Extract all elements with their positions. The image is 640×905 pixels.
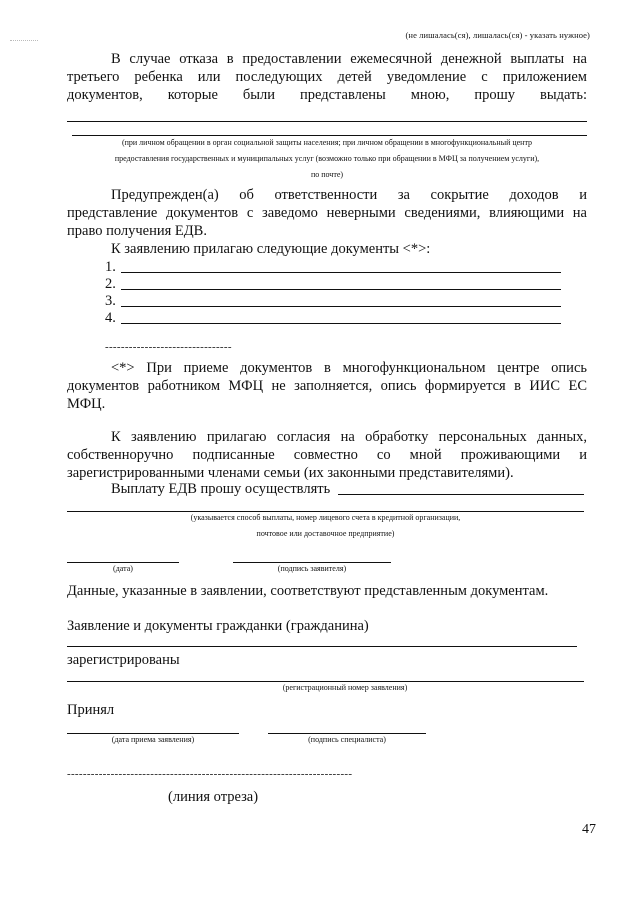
applicant-signature-caption: (подпись заявителя)	[277, 564, 347, 573]
footnote-separator: --------------------------------	[105, 341, 232, 353]
attach-item-2-label: 2.	[105, 276, 116, 292]
payment-note-line-2: почтовое или доставочное предприятие)	[256, 529, 395, 538]
warning-line-3: право получения ЕДВ.	[67, 223, 207, 239]
attach-item-3-field[interactable]	[121, 306, 561, 307]
consent-line-1: К заявлению прилагаю согласия на обработку персональных данных,	[111, 429, 587, 445]
consent-paragraph	[67, 428, 587, 482]
cut-line-label: (линия отреза)	[168, 789, 259, 805]
refusal-line-2: третьего ребенка или последующих детей уведомление с приложением	[67, 69, 587, 85]
attach-item-3-label: 3.	[105, 293, 116, 309]
refusal-line-1: В случае отказа в предоставлении ежемесячной денежной выплаты на	[111, 51, 587, 67]
date-caption: (дата)	[113, 564, 133, 573]
attach-item-1-field[interactable]	[121, 272, 561, 273]
registered-label: зарегистрированы	[67, 652, 180, 668]
refusal-note-line-1: (при личном обращении в орган социальной защиты населения; при личном обращении в многофункциональный центр	[121, 138, 533, 147]
citizen-name-field[interactable]	[67, 646, 577, 647]
refusal-blank-line[interactable]	[67, 121, 587, 122]
attach-item-4-field[interactable]	[121, 323, 561, 324]
refusal-note	[64, 137, 590, 180]
footnote-line-2: документов работником МФЦ не заполняется, опись формируется в ИИС ЕС	[67, 378, 587, 394]
data-match-statement: Данные, указанные в заявлении, соответствуют представленным документам.	[67, 583, 549, 599]
warning-paragraph	[67, 186, 587, 240]
payment-note-line-1: (указывается способ выплаты, номер лицевого счета в кредитной организации,	[190, 513, 461, 522]
refusal-note-line-2: предоставления государственных и муниципальных услуг (возможно только при обращении в МФЦ за получением услуги),	[114, 154, 540, 163]
refusal-blank-line-2[interactable]	[72, 135, 587, 136]
specialist-signature-caption: (подпись специалиста)	[308, 735, 386, 744]
registration-number-caption: (регистрационный номер заявления)	[282, 683, 408, 692]
accepted-label: Принял	[67, 702, 115, 718]
refusal-line-3: документов, которые были представлены мною, прошу выдать:	[67, 87, 587, 103]
attach-item-1-label: 1.	[105, 259, 116, 275]
refusal-note-line-3: по почте)	[310, 170, 344, 179]
accept-date-caption: (дата приема заявления)	[111, 735, 195, 744]
payment-note	[67, 512, 584, 539]
top-note: (не лишалась(ся), лишалась(ся) - указать нужное)	[405, 30, 590, 40]
footnote-paragraph	[67, 359, 587, 413]
payment-label: Выплату ЕДВ прошу осуществлять	[111, 481, 331, 497]
attach-item-2-field[interactable]	[121, 289, 561, 290]
warning-line-1: Предупрежден(а) об ответственности за сокрытие доходов и	[111, 187, 587, 203]
footnote-line-1: <*> При приеме документов в многофункциональном центре опись	[111, 360, 587, 376]
page-number: 47	[582, 822, 596, 837]
warning-line-2: представление документов с заведомо неверными сведениями, влияющими на	[67, 205, 587, 221]
refusal-paragraph	[67, 50, 587, 104]
attach-intro: К заявлению прилагаю следующие документы <*>:	[111, 241, 431, 257]
attach-item-4-label: 4.	[105, 310, 116, 326]
consent-line-2: собственноручно подписанные совместно со мной проживающими и	[67, 447, 587, 463]
payment-method-field[interactable]	[338, 494, 584, 495]
statement-label: Заявление и документы гражданки (гражданина)	[67, 618, 369, 634]
consent-line-3: зарегистрированными членами семьи (их законными представителями).	[67, 465, 514, 481]
scan-mark	[10, 40, 38, 41]
footnote-line-3: МФЦ.	[67, 396, 106, 412]
cut-line: ------------------------------------------------------------------------	[67, 768, 353, 780]
